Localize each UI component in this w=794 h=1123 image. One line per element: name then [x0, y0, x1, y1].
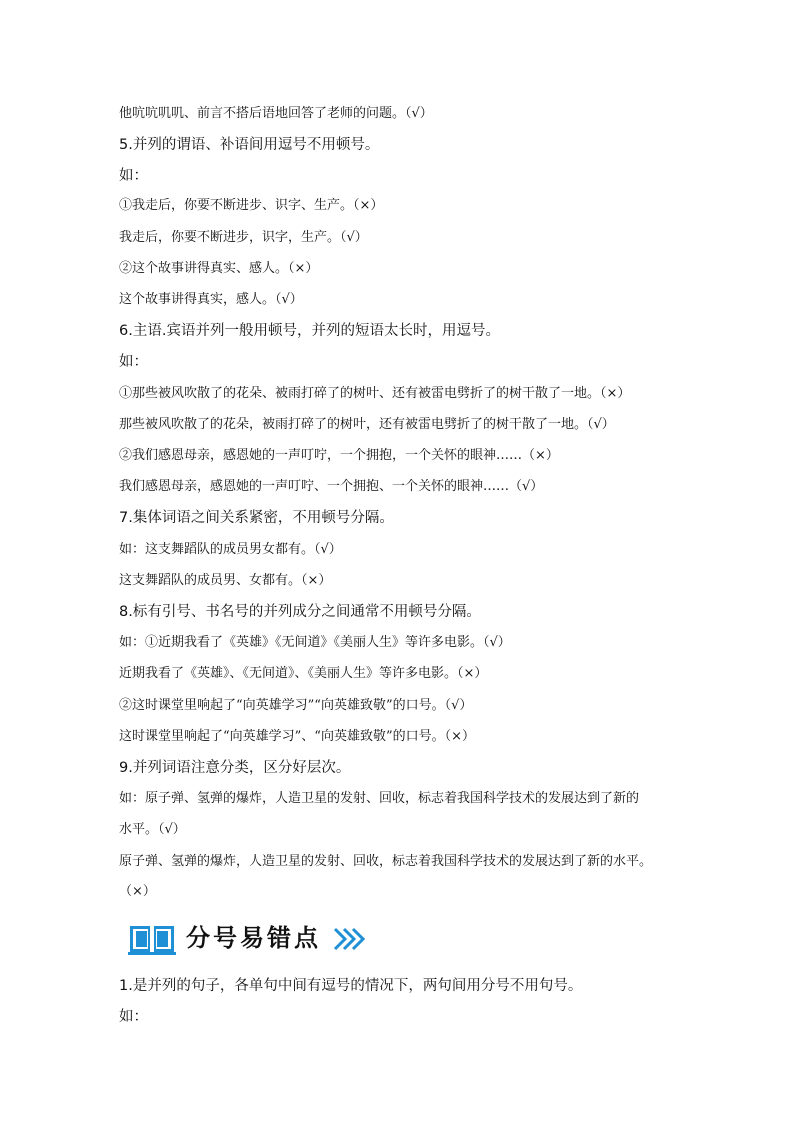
- rule-heading: 1.是并列的句子，各单句中间有逗号的情况下，两句间用分号不用句号。: [119, 978, 583, 994]
- example-line: （×）: [119, 884, 156, 899]
- example-line: ①那些被风吹散了的花朵、被雨打碎了的树叶、还有被雷电劈折了的树干散了一地。（×）: [119, 386, 631, 401]
- example-line: 那些被风吹散了的花朵，被雨打碎了的树叶，还有被雷电劈折了的树干散了一地。（√）: [119, 417, 615, 432]
- example-intro: 如：: [119, 1009, 148, 1025]
- rule-heading: 6.主语.宾语并列一般用顿号，并列的短语太长时，用逗号。: [119, 323, 500, 339]
- example-line: 这支舞蹈队的成员男、女都有。（×）: [119, 573, 332, 588]
- example-intro: 如：: [119, 168, 148, 184]
- example-line: 如：这支舞蹈队的成员男女都有。（√）: [119, 542, 342, 557]
- section-header: [128, 918, 388, 958]
- example-intro: 如：: [119, 354, 148, 370]
- rule-heading: 5.并列的谓语、补语间用逗号不用顿号。: [119, 137, 380, 153]
- section-title: 分号易错点: [186, 923, 321, 952]
- rule-heading: 8.标有引号、书名号的并列成分之间通常不用顿号分隔。: [119, 604, 481, 620]
- example-line: ①我走后，你要不断进步、识字、生产。（×）: [119, 198, 384, 213]
- example-line: 水平。（√）: [119, 822, 186, 837]
- example-line: 我们感恩母亲，感恩她的一声叮咛、一个拥抱、一个关怀的眼神……（√）: [119, 479, 544, 494]
- example-line: ②我们感恩母亲，感恩她的一声叮咛，一个拥抱，一个关怀的眼神……（×）: [119, 448, 559, 463]
- example-line: 如：①近期我看了《英雄》《无间道》《美丽人生》等许多电影。（√）: [119, 635, 511, 650]
- open-book-icon: [128, 922, 176, 956]
- rule-heading: 9.并列词语注意分类，区分好层次。: [119, 760, 351, 776]
- example-line: ②这个故事讲得真实、感人。（×）: [119, 261, 319, 276]
- example-line: 我走后，你要不断进步，识字，生产。（√）: [119, 230, 368, 245]
- example-line: 他吭吭叽叽、前言不搭后语地回答了老师的问题。（√）: [119, 106, 433, 121]
- example-line: 如：原子弹、氢弹的爆炸，人造卫星的发射、回收，标志着我国科学技术的发展达到了新的: [119, 791, 640, 806]
- example-line: 这个故事讲得真实，感人。（√）: [119, 292, 303, 307]
- example-line: 原子弹、氢弹的爆炸，人造卫星的发射、回收，标志着我国科学技术的发展达到了新的水平。: [119, 854, 653, 869]
- example-line: ②这时课堂里响起了“向英雄学习”“向英雄致敬”的口号。（√）: [119, 698, 473, 713]
- example-line: 这时课堂里响起了“向英雄学习”、“向英雄致敬”的口号。（×）: [119, 729, 475, 744]
- example-line: 近期我看了《英雄》、《无间道》、《美丽人生》等许多电影。（×）: [119, 666, 488, 681]
- rule-heading: 7.集体词语之间关系紧密，不用顿号分隔。: [119, 510, 394, 526]
- double-chevron-right-icon: [332, 926, 366, 952]
